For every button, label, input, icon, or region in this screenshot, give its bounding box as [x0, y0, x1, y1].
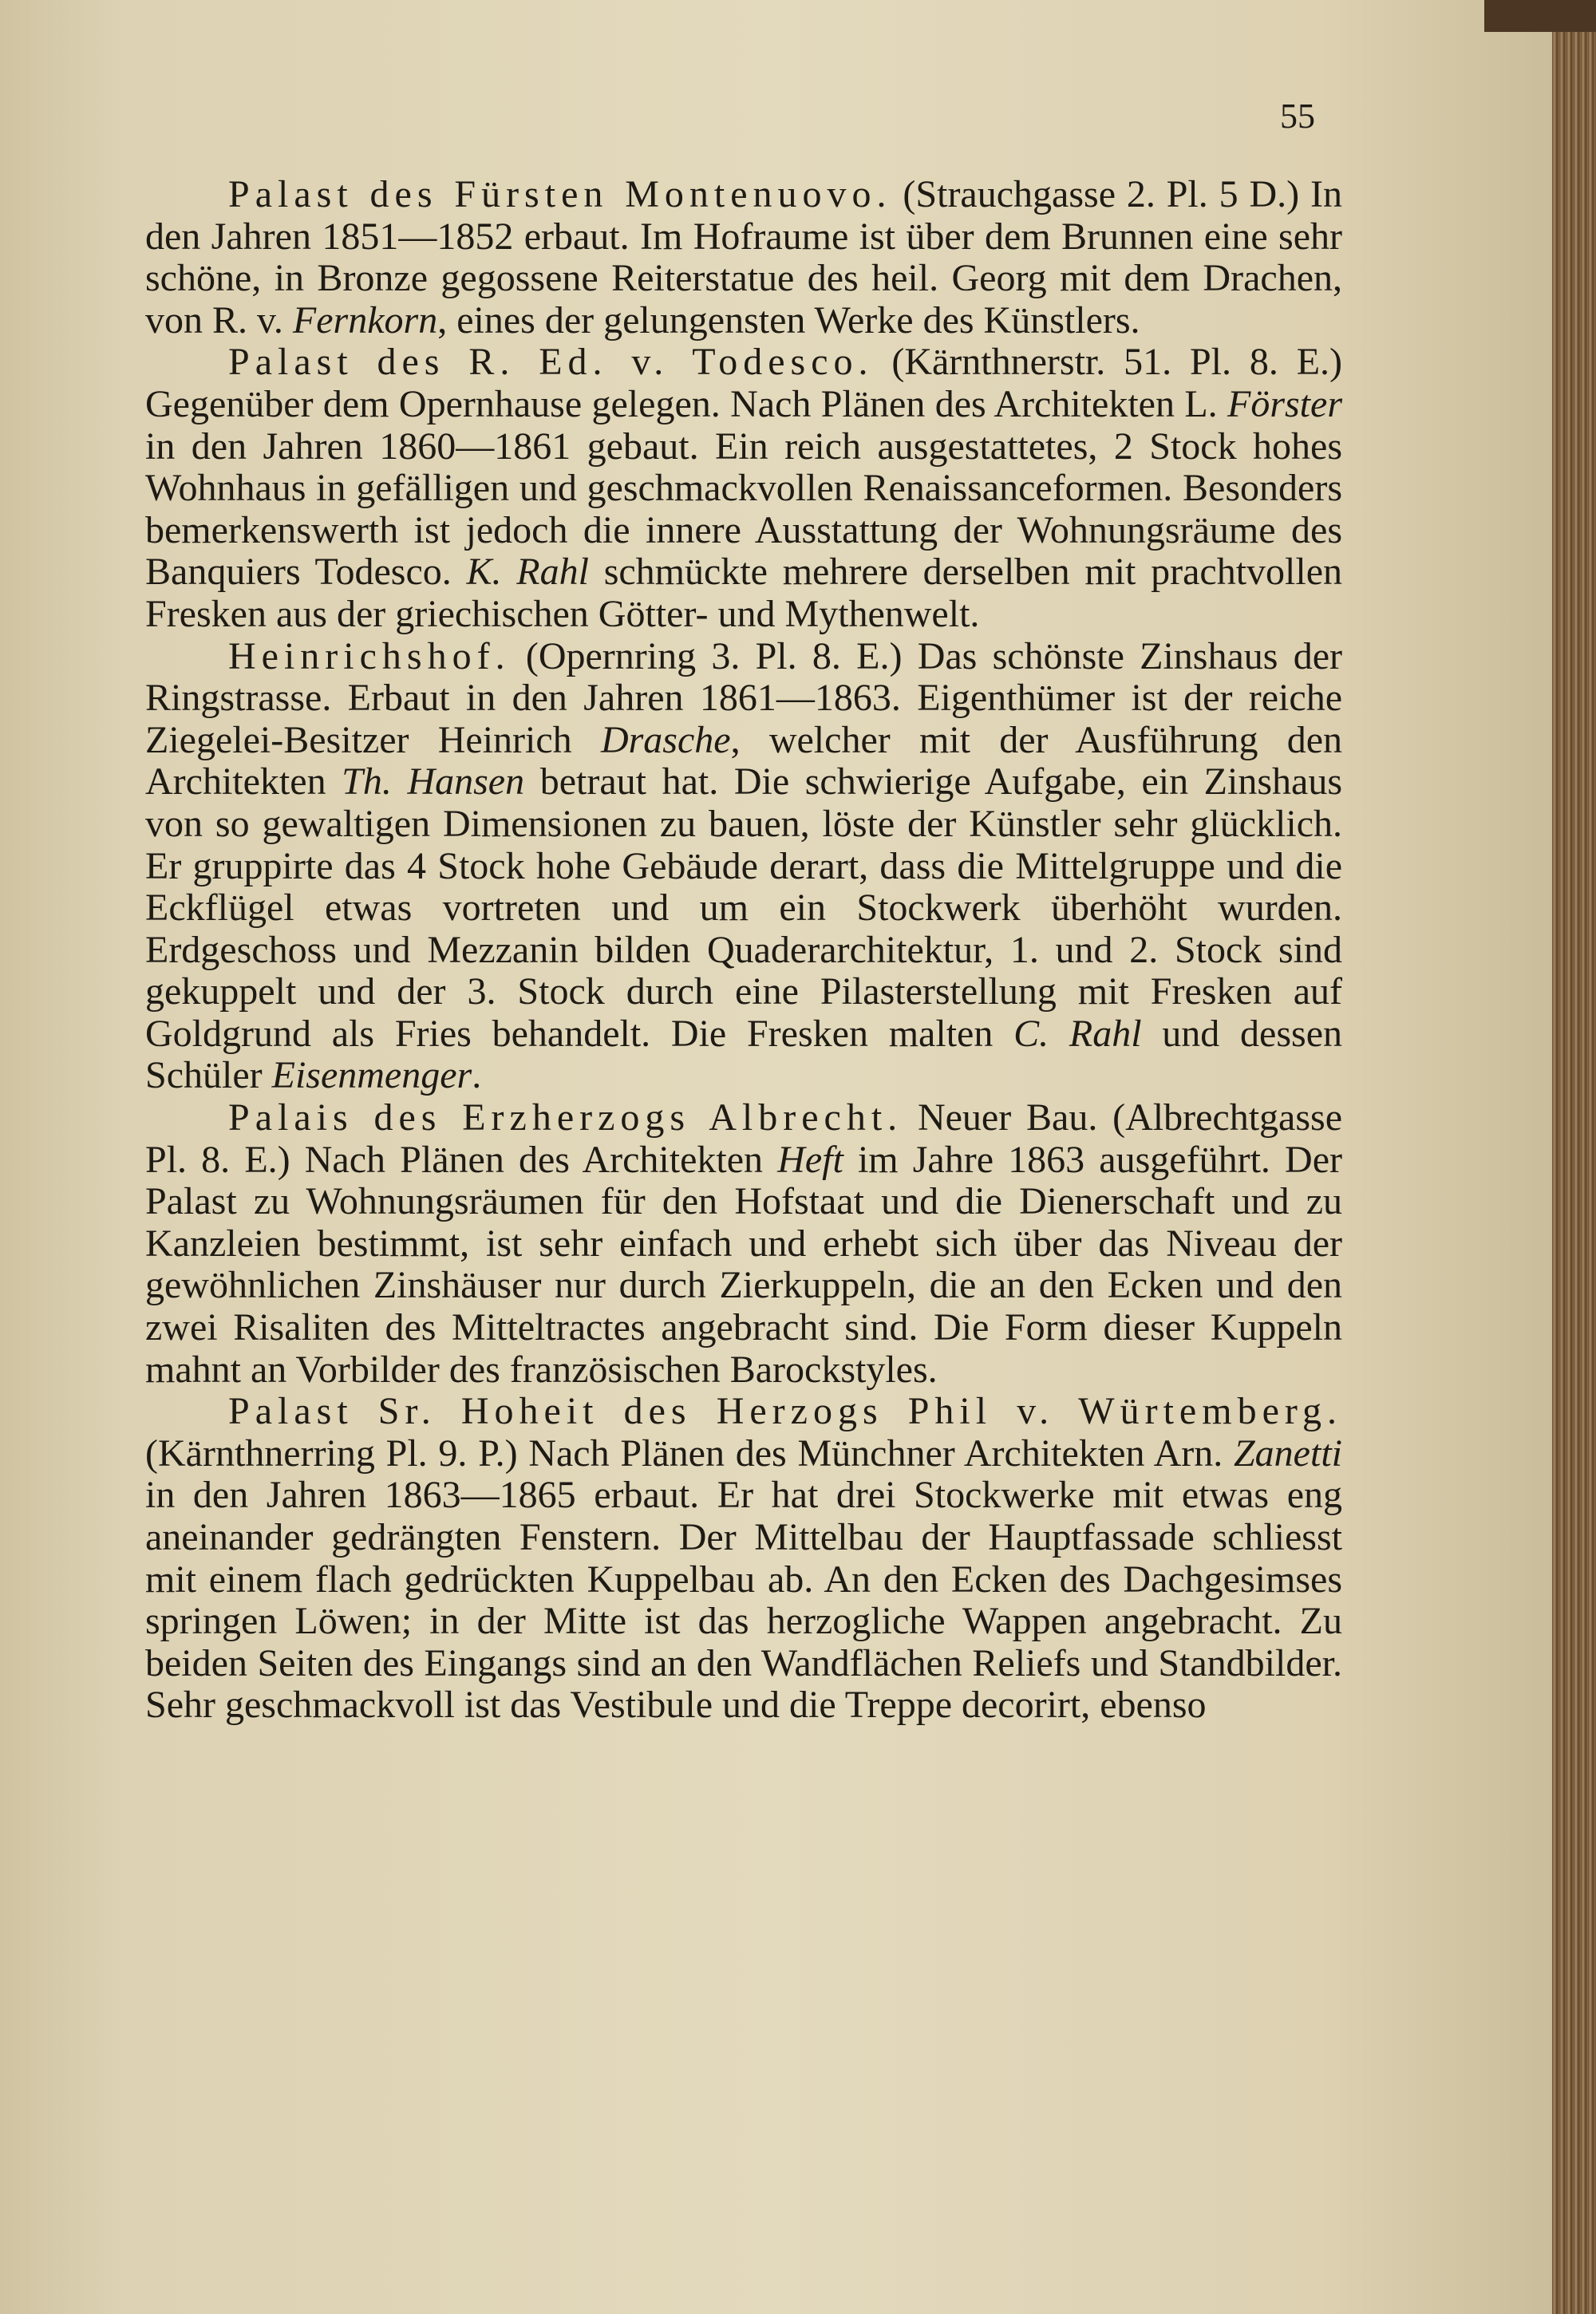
text-run: (Kärnthnerring Pl. 9. P.) Nach Plänen des Münchner Architekten Arn. [145, 1431, 1234, 1475]
italic-name: Förster [1227, 382, 1342, 425]
text-run: , eines der gelungensten Werke des Künstlers. [437, 298, 1140, 342]
italic-name: Zanetti [1233, 1431, 1342, 1475]
entry-heading: Palast des R. Ed. v. Todesco. [228, 341, 874, 384]
italic-name: Eisenmenger [271, 1054, 472, 1097]
paragraph [145, 1391, 1342, 1727]
text-run: und dessen Schüler [145, 1012, 1343, 1097]
entry-heading: Palast des Fürsten Montenuovo. [228, 173, 892, 215]
paragraph [145, 342, 1342, 635]
body-text [145, 174, 1342, 1727]
italic-name: Fernkorn [292, 298, 438, 342]
text-run: (Opernring 3. Pl. 8. E.) Das schönste Zinshaus der Ringstrasse. Erbaut in den Jahren 1861—1863. Eigenthümer ist der reiche Ziegelei-Besitzer Heinrich [145, 634, 1342, 761]
paragraph [145, 636, 1342, 1098]
italic-name: K. Rahl [466, 551, 589, 594]
text-run: , welcher mit der Ausführung den Architekten [145, 718, 1343, 804]
italic-name: Drasche [600, 718, 731, 761]
paragraph [145, 174, 1342, 342]
text-run: schmückte mehrere derselben mit prachtvollen Fresken aus der griechischen Götter- und Mythenwelt. [145, 551, 1342, 635]
text-run: betraut hat. Die schwierige Aufgabe, ein Zinshaus von so gewaltigen Dimensionen zu bauen, löste der Künstler sehr glücklich. Er gruppirte das 4 Stock hohe Gebäude derart, dass die Mittelgruppe und die Eckflügel etwas vortreten und um ein Stockwerk überhöht wurden. Erdgeschoss und Mezzanin bilden Quaderarchitektur, 1. und 2. Stock sind gekuppelt und der 3. Stock durch eine Pilasterstellung mit Fresken auf Goldgrund als Fries behandelt. Die Fresken malten [145, 760, 1343, 1055]
italic-name: Th. Hansen [342, 760, 525, 804]
entry-heading: Heinrichshof. [228, 634, 511, 677]
text-run: in den Jahren 1863—1865 erbaut. Er hat drei Stockwerke mit etwas eng aneinander gedrängten Fenstern. Der Mittelbau der Hauptfassade schliesst mit einem flach gedrückten Kuppelbau ab. An den Ecken des Dachgesimses springen Löwen; in der Mitte ist das herzogliche Wappen angebracht. Zu beiden Seiten des Eingangs sind an den Wandflächen Reliefs und Standbilder. Sehr geschmackvoll ist das Vestibule und die Treppe decorirt, ebenso [145, 1474, 1342, 1727]
text-run: (Kärnthnerstr. 51. Pl. 8. E.) Gegenüber dem Opernhause gelegen. Nach Plänen des Architekten L. [145, 341, 1343, 425]
text-run: in den Jahren 1860—1861 gebaut. Ein reich ausgestattetes, 2 Stock hohes Wohnhaus in gefälligen und geschmackvollen Renaissanceformen. Besonders bemerkenswerth ist jedoch die innere Ausstattung der Wohnungsräume des Banquiers Todesco. [145, 424, 1342, 594]
entry-heading: Palais des Erzherzogs Albrecht. [228, 1096, 903, 1139]
text-run: (Strauchgasse 2. Pl. 5 D.) In den Jahren 1851—1852 erbaut. Im Hofraume ist über dem Brunnen eine sehr schöne, in Bronze gegossene Reiterstatue des heil. Georg mit dem Drachen, von R. v. [145, 173, 1342, 342]
italic-name: C. Rahl [1013, 1012, 1142, 1055]
italic-name: Heft [777, 1138, 843, 1181]
binding-corner [1484, 0, 1596, 32]
page-edge [1552, 0, 1596, 2314]
paragraph [145, 1097, 1342, 1391]
text-run: Neuer Bau. (Albrechtgasse Pl. 8. E.) Nach Plänen des Architekten [145, 1096, 1342, 1181]
entry-heading: Palast Sr. Hoheit des Herzogs Phil v. Würtemberg. [228, 1390, 1342, 1433]
text-run: . [472, 1054, 482, 1097]
text-run: im Jahre 1863 ausgeführt. Der Palast zu Wohnungsräumen für den Hofstaat und die Dienerschaft und zu Kanzleien bestimmt, ist sehr einfach und erhebt sich über das Niveau der gewöhnlichen Zinshäuser nur durch Zierkuppeln, die an den Ecken und den zwei Risaliten des Mitteltractes angebracht sind. Die Form dieser Kuppeln mahnt an Vorbilder des französischen Barockstyles. [145, 1138, 1342, 1391]
page-number: 55 [1280, 97, 1315, 136]
